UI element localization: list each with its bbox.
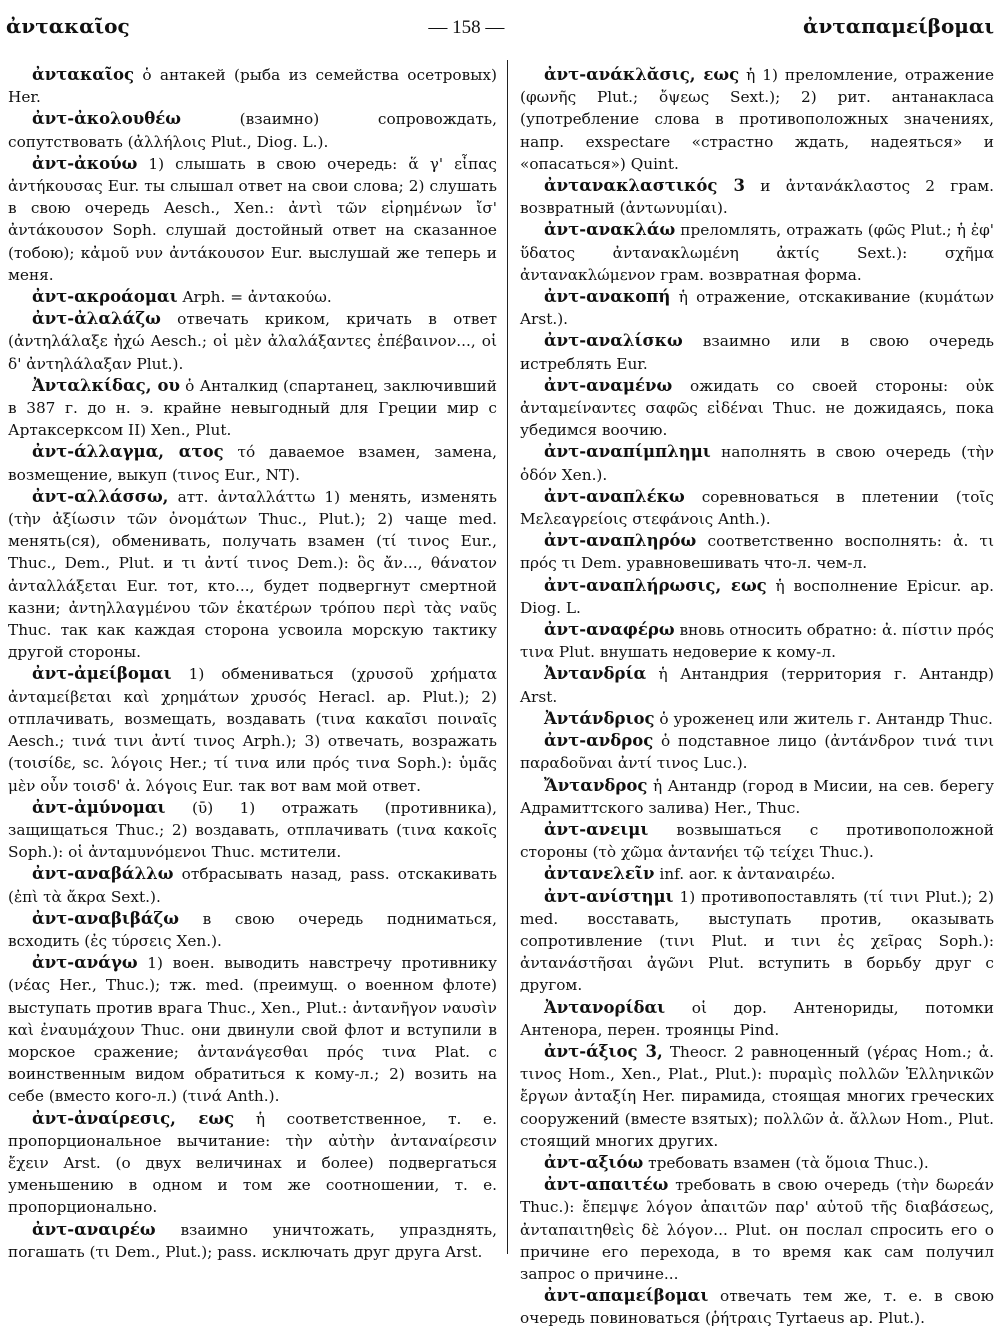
- entry-definition: 1) противопоставлять (τί τινι Plut.); 2) med. восставать, выступать против, оказывать сопротивление (τινι Plut. и τινι ἐς χεῖρας Soph.): ἀντανάστῆσαι ἀγῶνι Plut. вступить в борьбу друг с другом.: [519, 887, 994, 995]
- entry-lemma: ἀντ-αναβάλλω: [32, 864, 174, 884]
- dictionary-entry: [8, 286, 497, 308]
- entry-definition: ὁ Анталкид (спартанец, заключивший в 387 г. до н. э. крайне невыгодный для Греции мир с Артаксерксом II) Xen., Plut.: [8, 376, 497, 440]
- entry-lemma: Ἀντάνδριος: [543, 708, 655, 728]
- entry-lemma: ἀντ-ανδρος: [543, 731, 654, 751]
- header-right-headword: ἀνταπαμείβομαι: [803, 14, 994, 38]
- dictionary-entry: [520, 1041, 994, 1152]
- entry-lemma: ἀντ-αναλίσκω: [543, 331, 683, 351]
- entry-lemma: ἀντανακλαστικός 3: [543, 176, 746, 196]
- entry-definition: 1) обмениваться (χρυσοῦ χρήματα ἀνταμείβεται καὶ χρημάτων χρυσός Heracl. ap. Plut.); 2) отплачивать, возмещать, воздавать (τινα κακαῖσι ποιναῖς Aesch.; τινά τινι ἀντί τινος Arph.); 3) отвечать, возражать (τοισίδε, sc. λόγοις Her.; τί τινα или πρός τινα Soph.): ὑμᾶς μὲν οὖν τοισδ' ἀ. λόγοις Eur. так вот вам мой ответ.: [8, 665, 497, 795]
- columns: [8, 64, 994, 1328]
- entry-definition: ἡ отражение, отскакивание (κυμάτων Arst.).: [519, 288, 994, 329]
- dictionary-entry: [8, 153, 497, 286]
- entry-definition: взаимно или в свою очередь истреблять Eur.: [519, 332, 994, 373]
- entry-definition: Theocr. 2 равноценный (γέρας Hom.; ἀ. τινος Hom., Xen., Plat., Plut.): πυραμὶς πολλῶν Ἑλληνικῶν ἔργων ἀνταξίη Her. пирамида, стоящая многих греческих сооружений (вместе взятых); πολλῶν ἀ. ἄλλων Hom., Plut. стоящий многих других.: [519, 1042, 994, 1150]
- entry-definition: отбрасывать назад, pass. отскакивать (ἐπὶ τὰ ἄκρα Sext.).: [8, 865, 497, 906]
- entry-definition: соревноваться в плетении (τοῖς Μελεαγρείοις στεφάνοις Anth.).: [519, 487, 994, 529]
- dictionary-entry: [520, 819, 994, 863]
- entry-definition: ἡ 1) преломление, отражение (φωνῆς Plut.; ὄψεως Sext.); 2) рит. антанакласа (употребление слова в противоположных значениях, напр. exspectare «страстно ждать, надеяться» и «опасаться») Quint.: [519, 66, 994, 173]
- dictionary-entry: [520, 441, 994, 485]
- entry-lemma: ἀντ-ἀναίρεσις, εως: [32, 1108, 235, 1128]
- dictionary-entry: [520, 175, 994, 219]
- dictionary-entry: [520, 219, 994, 286]
- entry-definition: ἡ соответственное, т. е. пропорциональное вычитание: τὴν αὐτὴν ἀνταναίρεσιν ἔχειν Arst. (о двух величинах и более) подвергаться уменьшению в одном и том же соотношении, т. е. пропорционально.: [8, 1109, 497, 1217]
- dictionary-entry: [520, 619, 994, 663]
- entry-lemma: ἀντ-αξιόω: [543, 1152, 644, 1172]
- dictionary-entry: [8, 863, 497, 907]
- dictionary-entry: [8, 952, 497, 1107]
- entry-lemma: ἀντακαῖος: [32, 65, 135, 84]
- entry-lemma: ἀντ-αναπλέκω: [543, 486, 685, 506]
- entry-definition: преломлять, отражать (φῶς Plut.; ἡ ἐφ' ὕδατος ἀντανακλωμένη ἀκτίς Sext.): σχῆμα ἀντανακλώμενον грам. возвратная форма.: [519, 221, 994, 284]
- entry-lemma: ἀντ-ἀμείβομαι: [32, 664, 172, 684]
- entry-lemma: ἀντανελεῖν: [543, 864, 655, 884]
- entry-definition: требовать взамен (τὰ ὅμοια Thuc.).: [648, 1153, 929, 1172]
- dictionary-entry: [8, 1219, 497, 1263]
- entry-definition: наполнять в свою очередь (τὴν ὁδόν Xen.).: [519, 443, 994, 484]
- entry-definition: ἡ Антандрия (территория г. Антандр) Arst.: [519, 665, 994, 706]
- entry-definition: inf. aor. к ἀνταναιρέω.: [659, 865, 836, 884]
- dictionary-entry: [520, 486, 994, 530]
- entry-definition: ὁ подставное лицо (ἀντάνδρον τινά τινι παραδοῦναι ἀντί τινος Luc.).: [519, 732, 994, 773]
- dictionary-entry: [520, 1174, 994, 1285]
- dictionary-entry: [8, 308, 497, 375]
- entry-lemma: ἀντ-αναβιβάζω: [32, 908, 180, 928]
- entry-lemma: ἀντ-άλλαγμα, ατος: [32, 442, 224, 462]
- entry-lemma: Ἀντανδρία: [543, 664, 647, 684]
- right-column: [508, 64, 994, 1328]
- entry-definition: 1) воен. выводить навстречу противнику (νέας Her., Thuc.); тж. med. (преимущ. о военном флоте) выступать против врага Thuc., Xen., Plut.: ἀντανῆγον ναυσὶν καὶ ἐναυμάχουν Thuc. они двинули свой флот и вступили в морское сражение; ἀντανάγεσθαι πρός τινα Plat. с воинственным видом обратиться к кому-л.; 2) возить на себе (вместо кого-л.) (τινά Anth.).: [8, 954, 497, 1106]
- dictionary-entry: [520, 575, 994, 619]
- entry-lemma: ἀντ-αναπληρόω: [543, 531, 697, 551]
- dictionary-entry: [520, 286, 994, 330]
- entry-lemma: Ἄντανδρος: [543, 775, 648, 795]
- entry-lemma: ἀντ-ανακλάω: [543, 220, 676, 240]
- entry-lemma: ἀντ-αναπίμπλημι: [543, 442, 711, 462]
- page-header: [6, 14, 994, 44]
- entry-lemma: ἀντ-ἀκολουθέω: [32, 109, 181, 129]
- entry-lemma: ἀντ-ακροάομαι: [32, 287, 178, 307]
- entry-lemma: ἀντ-απαιτέω: [543, 1175, 669, 1195]
- entry-definition: ὁ антакей (рыба из семейства осетровых) Her.: [8, 66, 497, 107]
- entry-lemma: ἀντ-ανειμι: [543, 819, 649, 839]
- entry-definition: атт. ἀνταλλάττω 1) менять, изменять (τὴν ἀξίωσιν τῶν ὀνομάτων Thuc., Plut.); 2) чаще med. менять(ся), обменивать, получать взамен (τί τινος Eur., Thuc., Dem., Plut. и τι ἀντί τινος Dem.): ὃς ἄν..., θάνατον ἀνταλλάξεται Eur. тот, кто..., будет подвергнут смертной казни; ἀντηλλαγμένου τῶν ἑκατέρων τρόπου περὶ τὰς ναῦς Thuc. так как каждая сторона усвоила морскую тактику другой стороны.: [8, 487, 497, 662]
- entry-lemma: ἀντ-αναπλήρωσις, εως: [543, 575, 767, 595]
- entry-definition: (взаимно) сопровождать, сопутствовать (ἀλλήλοις Plut., Diog. L.).: [8, 110, 497, 151]
- dictionary-entry: [520, 775, 994, 819]
- dictionary-entry: [8, 108, 497, 152]
- dictionary-entry: [520, 1285, 994, 1329]
- entry-lemma: ἀντ-ανακοπή: [543, 287, 671, 307]
- dictionary-entry: [520, 375, 994, 442]
- dictionary-entry: [8, 441, 497, 485]
- dictionary-entry: [520, 330, 994, 374]
- dictionary-entry: [520, 708, 994, 730]
- entry-lemma: ἀντ-ανίστημι: [543, 886, 674, 906]
- dictionary-entry: [520, 64, 994, 175]
- dictionary-entry: [520, 997, 994, 1041]
- dictionary-entry: [520, 886, 994, 997]
- entry-definition: требовать в свою очередь (τὴν δωρεάν Thuc.): ἔπεμψε λόγον ἀπαιτῶν παρ' αὐτοῦ τῆς διαβάσεως, ἀνταπαιτηθεὶς δὲ λόγον... Plut. он послал спросить его о причине его перехода, в то время как сам получил запрос о причине...: [519, 1176, 994, 1283]
- left-column: [8, 64, 507, 1261]
- entry-definition: (ῡ) 1) отражать (противника), защищаться Thuc.; 2) воздавать, отплачивать (τινα κακοῖς Soph.): οἱ ἀνταμυνόμενοι Thuc. мстители.: [8, 798, 497, 862]
- entry-definition: ожидать со своей стороны: οὐκ ἀνταμείναντες σαφῶς εἰδέναι Thuc. не дожидаясь, пока убедимся воочию.: [519, 376, 994, 440]
- dictionary-entry: [8, 64, 497, 108]
- dictionary-entry: [520, 1152, 994, 1174]
- entry-definition: соответственно восполнять: ἀ. τι πρός τι Dem. уравновешивать что-л. чем-л.: [519, 532, 994, 573]
- entry-lemma: ἀντ-ανάκλᾰσις, εως: [543, 65, 740, 84]
- entry-lemma: ἀντ-αλλάσσω,: [32, 486, 169, 506]
- dictionary-entry: [8, 486, 497, 664]
- entry-lemma: ἀντ-αναμένω: [543, 375, 673, 395]
- entry-definition: и ἀντανάκλαστος 2 грам. возвратный (ἀντωνυμίαι).: [519, 177, 994, 218]
- entry-lemma: ἀντ-άξιος 3,: [543, 1041, 663, 1061]
- entry-lemma: ἀντ-ανάγω: [32, 953, 138, 973]
- entry-lemma: ἀντ-αναιρέω: [32, 1219, 156, 1239]
- entry-lemma: ἀντ-ἀκούω: [32, 153, 138, 173]
- entry-definition: отвечать криком, кричать в ответ (ἀντηλάλαξε ἠχώ Aesch.; οἱ μὲν ἀλαλάξαντες ἐπέβαινον..., οἱ δ' ἀντηλάλαξαν Plut.).: [8, 310, 497, 373]
- entry-definition: в свою очередь подниматься, всходить (ἐς τύρσεις Xen.).: [8, 909, 497, 950]
- dictionary-entry: [8, 908, 497, 952]
- dictionary-entry: [8, 797, 497, 864]
- entry-definition: οἱ дор. Антенориды, потомки Антенора, перен. троянцы Pind.: [519, 998, 994, 1039]
- dictionary-entry: [520, 730, 994, 774]
- entry-lemma: ἀντ-ἀλαλάζω: [32, 309, 161, 329]
- dictionary-entry: [520, 530, 994, 574]
- entry-lemma: Ἀντανορίδαι: [543, 997, 666, 1017]
- entry-definition: τό даваемое взамен, замена, возмещение, выкуп (τινος Eur., NT).: [8, 443, 497, 484]
- entry-definition: отвечать тем же, т. е. в свою очередь повиноваться (ῥήτραις Tyrtaeus ap. Plut.).: [519, 1287, 994, 1328]
- page-number: — 158 —: [428, 17, 505, 38]
- entry-definition: ἡ восполнение Epicur. ap. Diog. L.: [519, 576, 994, 617]
- entry-lemma: ἀντ-ἀμύνομαι: [32, 797, 166, 817]
- header-left-headword: ἀντακαῖος: [6, 14, 130, 38]
- dictionary-entry: [8, 663, 497, 796]
- dictionary-entry: [520, 863, 994, 885]
- entry-definition: вновь относить обратно: ἀ. πίστιν πρός τινα Plut. внушать недоверие к кому-л.: [519, 621, 994, 662]
- entry-lemma: ἀντ-απαμείβομαι: [543, 1286, 709, 1306]
- dictionary-entry: [8, 1108, 497, 1219]
- entry-lemma: Ἀνταλκίδας, ου: [32, 375, 180, 395]
- entry-definition: ἡ Антандр (город в Мисии, на сев. берегу Адрамиттского залива) Her., Thuc.: [519, 776, 994, 817]
- entry-lemma: ἀντ-αναφέρω: [543, 620, 675, 640]
- entry-definition: ὁ уроженец или житель г. Антандр Thuc.: [659, 709, 993, 728]
- entry-definition: взаимно уничтожать, упразднять, погашать (τι Dem., Plut.); pass. исключать друг друга Arst.: [8, 1220, 497, 1261]
- dictionary-entry: [8, 375, 497, 442]
- entry-definition: 1) слышать в свою очередь: ἅ γ' εἶπας ἀντήκουσας Eur. ты слышал ответ на свои слова; 2) слушать в свою очередь Aesch., Xen.: ἀντὶ τῶν εἰρημένων ἴσ' ἀντάκουσον Soph. слушай достойный ответ на сказанное (тобою); κἀμοῦ νυν ἀντάκουσον Eur. выслушай же теперь и меня.: [8, 154, 497, 284]
- dictionary-entry: [520, 663, 994, 707]
- entry-definition: возвышаться с противоположной стороны (τὸ χῶμα ἀντανήει τῷ τείχει Thuc.).: [519, 820, 994, 862]
- entry-definition: Arph. = ἀντακούω.: [182, 288, 332, 307]
